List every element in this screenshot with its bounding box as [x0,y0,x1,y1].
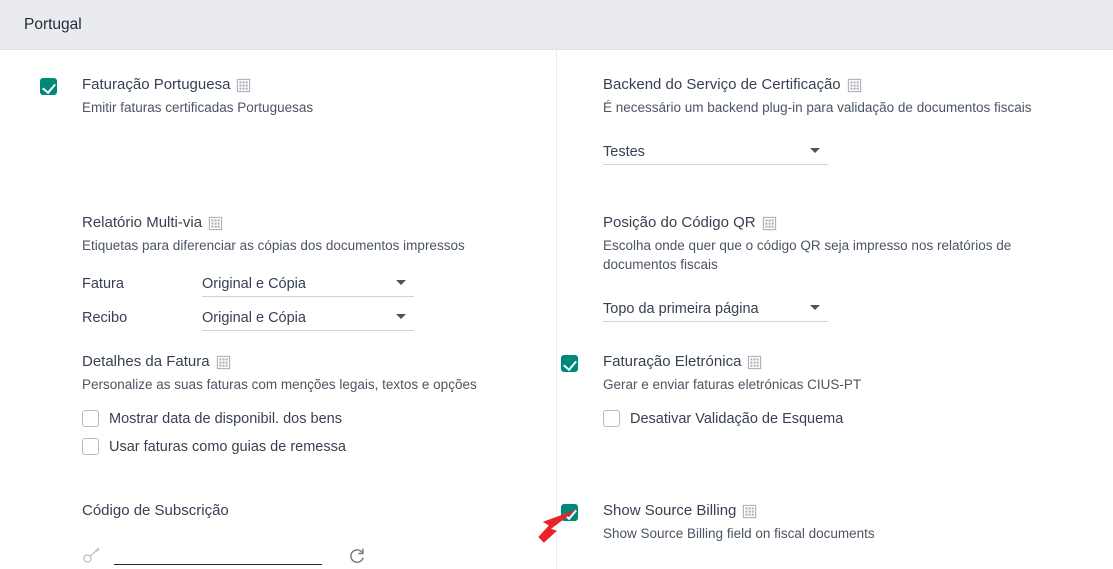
subscription-code-row [82,547,542,565]
select-recibo[interactable] [202,305,414,331]
select-qr-position[interactable] [603,296,828,322]
select-recibo-value: Original e Cópia [202,309,306,326]
building-icon [747,355,762,370]
chevron-down-icon [396,314,406,319]
field-row-recibo [82,305,542,331]
chevron-down-icon [396,280,406,285]
setting-detalhes-da-fatura [82,353,542,455]
setting-description: Escolha onde quer que o código QR seja impresso nos relatórios de documentos fiscais [603,238,1012,273]
sub-option-label: Usar faturas como guias de remessa [109,438,346,455]
setting-description: Etiquetas para diferenciar as cópias dos documentos impressos [82,238,465,253]
refresh-icon[interactable] [348,547,366,565]
checkbox-usar-faturas-guias-remessa[interactable] [82,438,99,455]
select-fatura[interactable] [202,271,414,297]
setting-description: Personalize as suas faturas com menções legais, textos e opções [82,377,477,392]
select-fatura-value: Original e Cópia [202,275,306,292]
setting-label: Detalhes da Fatura [82,353,210,370]
setting-codigo-de-subscricao [82,502,542,565]
checkbox-faturacao-eletronica[interactable] [561,355,578,372]
sub-option-mostrar-data-disponibilidade[interactable] [82,410,542,427]
select-backend-value: Testes [603,143,645,160]
building-icon [762,216,777,231]
select-backend[interactable] [603,139,828,165]
setting-faturacao-eletronica [561,353,1101,427]
setting-backend-servico-certificacao [603,76,1103,165]
chevron-down-icon [810,148,820,153]
building-icon [216,355,231,370]
checkbox-mostrar-data-disponibilidade[interactable] [82,410,99,427]
field-label-fatura: Fatura [82,276,124,293]
checkbox-show-source-billing-wrap[interactable] [561,504,581,524]
building-icon [847,78,862,93]
key-icon [82,547,102,565]
building-icon [208,216,223,231]
building-icon [236,78,251,93]
sub-option-label: Mostrar data de disponibil. dos bens [109,410,342,427]
subscription-code-input[interactable] [114,547,322,565]
checkbox-desativar-validacao-esquema[interactable] [603,410,620,427]
sub-option-label: Desativar Validação de Esquema [630,410,844,427]
checkbox-show-source-billing[interactable] [561,504,578,521]
page-title: Portugal [24,16,82,33]
setting-posicao-codigo-qr [603,214,1103,322]
select-qr-position-value: Topo da primeira página [603,300,759,317]
checkbox-faturacao-portuguesa[interactable] [40,78,57,95]
chevron-down-icon [810,305,820,310]
section-header [0,0,1113,50]
setting-description: É necessário um backend plug-in para validação de documentos fiscais [603,100,1032,115]
setting-show-source-billing [561,502,1101,543]
setting-label: Faturação Eletrónica [603,353,742,370]
setting-description: Gerar e enviar faturas eletrónicas CIUS-PT [603,377,862,392]
setting-label: Relatório Multi-via [82,214,203,231]
checkbox-faturacao-portuguesa-wrap[interactable] [40,78,60,98]
field-label-recibo: Recibo [82,310,128,327]
field-row-fatura [82,271,542,297]
setting-description: Emitir faturas certificadas Portuguesas [82,100,314,115]
setting-label: Show Source Billing [603,502,737,519]
sub-option-desativar-validacao-esquema[interactable] [603,410,1101,427]
left-settings-column [0,50,556,569]
setting-relatorio-multi-via [82,214,542,331]
setting-label: Backend do Serviço de Certificação [603,76,841,93]
setting-label: Faturação Portuguesa [82,76,231,93]
setting-label: Posição do Código QR [603,214,756,231]
right-settings-column [556,50,1113,569]
setting-label: Código de Subscrição [82,502,229,519]
sub-option-usar-faturas-guias-remessa[interactable] [82,438,542,455]
setting-description: Show Source Billing field on fiscal documents [603,526,875,541]
setting-faturacao-portuguesa [40,76,540,117]
building-icon [742,504,757,519]
checkbox-faturacao-eletronica-wrap[interactable] [561,355,581,375]
